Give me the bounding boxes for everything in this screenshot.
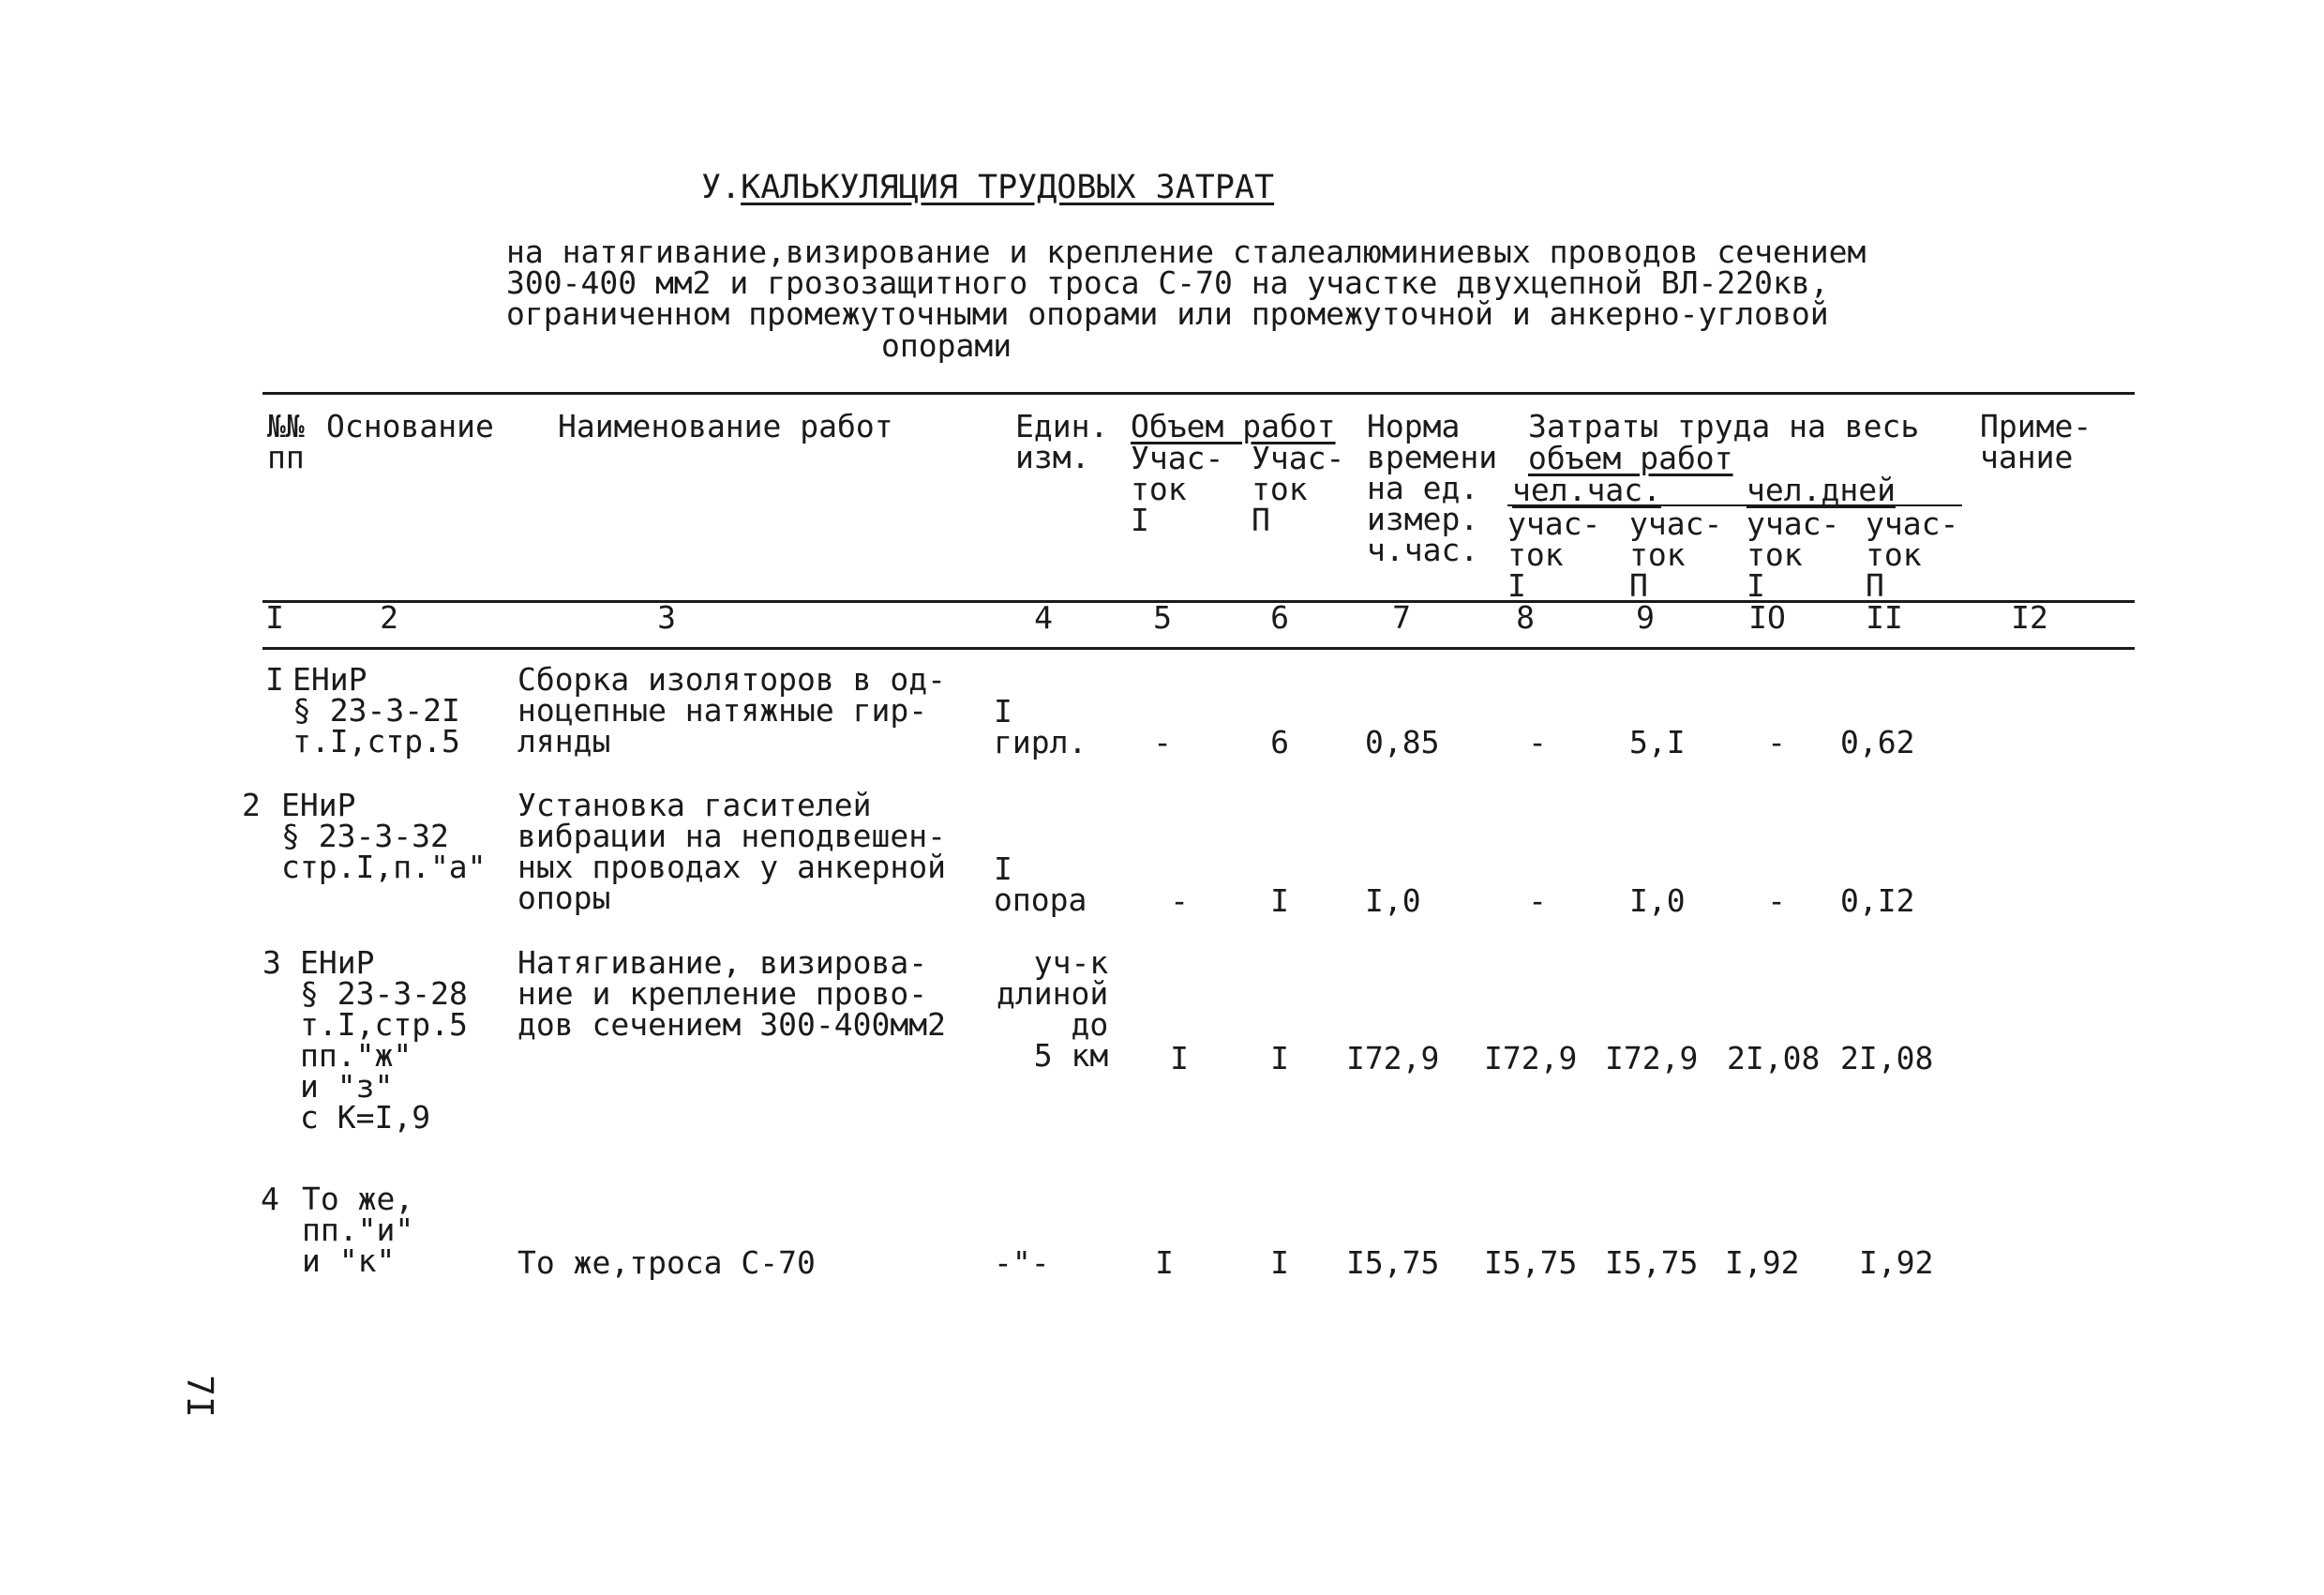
subtitle-line-2: 300-400 мм2 и грозозащитного троса С-70 на участке двухцепной ВЛ-220кв,: [506, 264, 1829, 301]
row-unit: уч-к длиной до 5 км: [997, 944, 1109, 1074]
column-numbers-top-rule: [262, 600, 2135, 603]
row-mandays-2: I,92: [1859, 1244, 1934, 1281]
header-note: Приме- чание: [1980, 408, 2092, 475]
row-volume-2: I: [1270, 1244, 1289, 1281]
column-number: 5: [1153, 599, 1172, 636]
column-number: 7: [1392, 599, 1411, 636]
row-volume-1: -: [1153, 724, 1172, 760]
page-number: 7I: [178, 1375, 220, 1418]
subtitle-line-4: опорами: [881, 327, 1012, 364]
column-numbers-bottom-rule: [262, 647, 2135, 650]
title-prefix: У.: [701, 169, 742, 206]
title-text: КАЛЬКУЛЯЦИЯ ТРУДОВЫХ ЗАТРАТ: [741, 169, 1275, 206]
row-manhours-2: I5,75: [1605, 1244, 1699, 1281]
column-number: 6: [1270, 599, 1289, 636]
row-number: I: [265, 661, 284, 698]
row-basis: ЕНиР § 23-3-28 т.I,стр.5 пп."ж" и "з" с К=I,9: [300, 944, 468, 1136]
column-number: 4: [1034, 599, 1053, 636]
column-number: II: [1866, 599, 1903, 636]
row-mandays-2: 0,62: [1840, 724, 1915, 760]
header-section-3: учас- ток I: [1747, 505, 1840, 604]
header-unit: Един. изм.: [1015, 408, 1109, 475]
row-basis: ЕНиР § 23-3-32 стр.I,п."а": [281, 787, 487, 885]
row-norm: I5,75: [1346, 1244, 1440, 1281]
row-manhours-2: 5,I: [1629, 724, 1686, 760]
row-work-name: Установка гасителей вибрации на неподвешен- ных проводах у анкерной опоры: [517, 787, 946, 916]
document-title: [701, 169, 1275, 206]
header-work-name: Наименование работ: [558, 408, 893, 444]
row-unit: I гирл.: [994, 693, 1087, 760]
header-norm: Норма времени на ед. измер. ч.час.: [1367, 408, 1498, 568]
row-volume-2: 6: [1270, 724, 1289, 760]
row-mandays-1: I,92: [1725, 1244, 1800, 1281]
column-number: 2: [380, 599, 398, 636]
column-number: 3: [657, 599, 676, 636]
header-section-1: учас- ток I: [1507, 505, 1601, 604]
row-norm: 0,85: [1365, 724, 1440, 760]
row-work-name: Натягивание, визирова- ние и крепление прово- дов сечением 300-400мм2: [517, 944, 946, 1043]
row-mandays-2: 0,I2: [1840, 882, 1915, 919]
row-volume-1: I: [1155, 1244, 1174, 1281]
row-number: 3: [262, 944, 281, 981]
row-manhours-1: I72,9: [1484, 1040, 1578, 1076]
header-num: №№ пп: [267, 408, 305, 475]
row-volume-2: I: [1270, 1040, 1289, 1076]
row-manhours-2: I72,9: [1605, 1040, 1699, 1076]
row-norm: I,0: [1365, 882, 1421, 919]
row-number: 2: [242, 787, 261, 823]
header-labor-volume: объем работ: [1528, 440, 1733, 476]
row-norm: I72,9: [1346, 1040, 1440, 1076]
row-manhours-1: I5,75: [1484, 1244, 1578, 1281]
row-work-name: Сборка изоляторов в од- ноцепные натяжные гир- лянды: [517, 661, 946, 760]
row-volume-1: I: [1170, 1040, 1189, 1076]
header-manhours: чел.час.: [1512, 472, 1661, 508]
header-section-4: учас- ток П: [1866, 505, 1959, 604]
column-number: 8: [1516, 599, 1535, 636]
row-manhours-2: I,0: [1629, 882, 1686, 919]
row-manhours-1: -: [1528, 724, 1547, 760]
header-basis: Основание: [326, 408, 494, 444]
row-work-name: То же,троса С-70: [517, 1244, 816, 1281]
column-number: 9: [1636, 599, 1655, 636]
row-unit: -"-: [994, 1244, 1050, 1281]
row-mandays-1: -: [1767, 882, 1786, 919]
header-volume: Объем работ: [1131, 408, 1336, 444]
row-mandays-1: -: [1767, 724, 1786, 760]
subtitle-line-3: ограниченном промежуточными опорами или промежуточной и анкерно-угловой: [506, 295, 1829, 332]
row-mandays-2: 2I,08: [1840, 1040, 1934, 1076]
header-section-2: учас- ток П: [1629, 505, 1723, 604]
subtitle-line-1: на натягивание,визирование и крепление сталеалюминиевых проводов сечением: [506, 233, 1867, 270]
row-volume-2: I: [1270, 882, 1289, 919]
row-mandays-1: 2I,08: [1727, 1040, 1821, 1076]
header-volume-section-2: Учас- ток П: [1252, 440, 1345, 538]
column-number: I: [265, 599, 284, 636]
column-number: I2: [2011, 599, 2048, 636]
header-mandays: чел.дней: [1747, 472, 1896, 508]
row-volume-1: -: [1170, 882, 1189, 919]
column-number: IO: [1748, 599, 1786, 636]
row-basis: ЕНиР § 23-3-2I т.I,стр.5: [292, 661, 460, 760]
row-basis: То же, пп."и" и "к": [302, 1181, 414, 1279]
row-unit: I опора: [994, 850, 1087, 918]
header-volume-section-1: Учас- ток I: [1131, 440, 1224, 538]
row-manhours-1: -: [1528, 882, 1547, 919]
row-number: 4: [261, 1181, 279, 1217]
header-labor: Затраты труда на весь: [1528, 408, 1920, 444]
table-top-rule: [262, 392, 2135, 395]
